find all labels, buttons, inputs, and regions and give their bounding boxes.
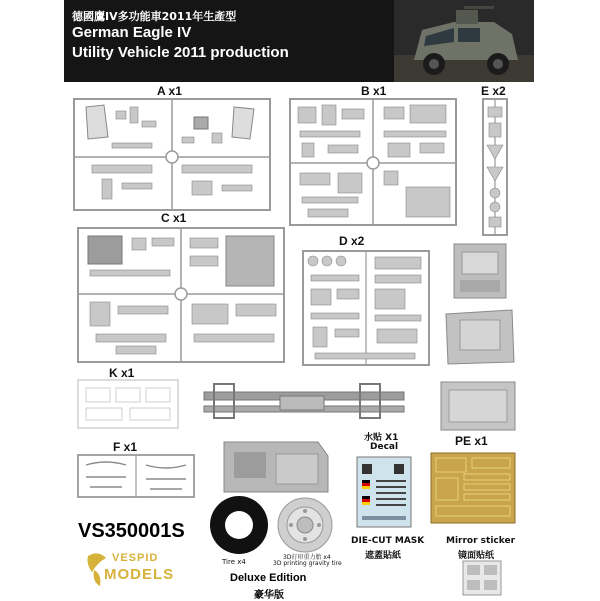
chassis-frame <box>200 378 410 424</box>
printed-tire-caption-cn: 3D打印重力胎 x4 <box>283 554 331 561</box>
sprue-f <box>76 453 196 499</box>
decal-label-cn: 水贴 X1 <box>364 433 399 443</box>
tire-caption: Tire x4 <box>222 558 246 566</box>
sprue-k <box>76 378 180 430</box>
lower-hull-part <box>218 436 334 498</box>
mirror-sticker-sheet <box>462 560 502 596</box>
decal-sheet <box>356 456 412 528</box>
photo-etch-sheet <box>430 452 516 524</box>
tire <box>208 494 270 556</box>
edition-label-cn: 豪华版 <box>254 590 284 601</box>
header-banner <box>64 0 534 82</box>
sprue-e <box>481 97 509 237</box>
sprue-c <box>76 226 286 364</box>
decal-label-en: Decal <box>370 442 399 452</box>
sprue-b-label: B x1 <box>361 84 387 98</box>
sprue-d-label: D x2 <box>339 234 365 248</box>
brand-line2: MODELS <box>104 566 175 583</box>
hull-part <box>437 378 519 434</box>
brand-logo <box>82 548 174 592</box>
sprue-d <box>301 249 431 367</box>
pe-label: PE x1 <box>455 434 488 448</box>
mirror-label-en: Mirror sticker <box>446 536 516 546</box>
printed-tire <box>276 496 334 554</box>
sprue-c-label: C x1 <box>161 211 187 225</box>
mask-label-en: DIE-CUT MASK <box>351 536 425 546</box>
cabin-part-roof <box>442 306 518 368</box>
brand-line1: VESPID <box>112 552 159 564</box>
product-code: VS350001S <box>78 520 185 542</box>
title-english-line2: Utility Vehicle 2011 production <box>72 44 289 61</box>
mask-label-cn: 遮蓋貼紙 <box>365 551 402 561</box>
title-english-line1: German Eagle IV <box>72 24 192 41</box>
sprue-f-label: F x1 <box>113 440 138 454</box>
printed-tire-caption-en: 3D printing gravity tire <box>273 560 342 567</box>
sprue-e-label: E x2 <box>481 84 506 98</box>
sprue-k-label: K x1 <box>109 366 135 380</box>
sprue-a-label: A x1 <box>157 84 182 98</box>
cabin-part-top <box>450 240 510 302</box>
mirror-label-cn: 镜面贴纸 <box>458 551 495 561</box>
sprue-b <box>288 97 458 227</box>
sprue-a <box>72 97 272 212</box>
edition-label: Deluxe Edition <box>230 572 307 584</box>
title-chinese: 德國鷹IV多功能車2011年生產型 <box>72 10 237 23</box>
vehicle-photo <box>394 0 534 82</box>
